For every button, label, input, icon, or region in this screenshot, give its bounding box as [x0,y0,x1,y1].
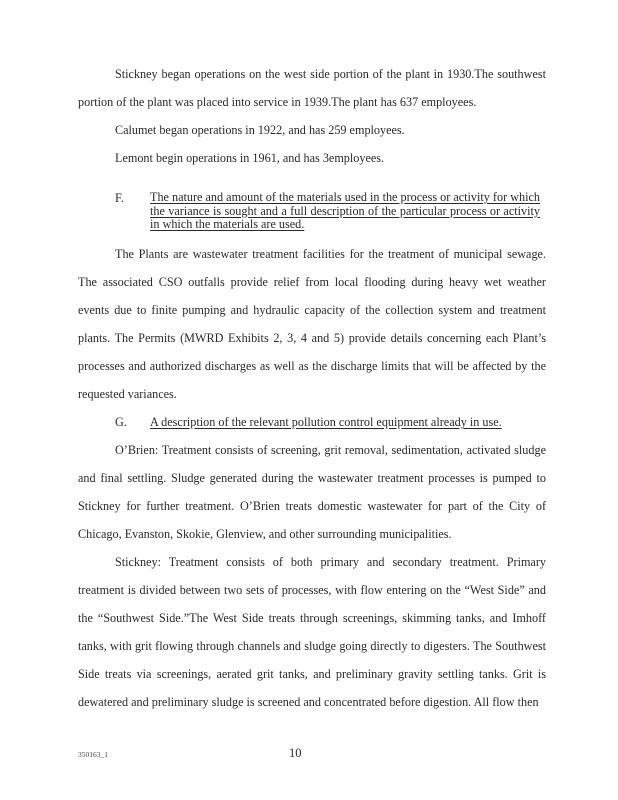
paragraph-stickney-operations: Stickney began operations on the west side portion of the plant in 1930.The southwest portion of the plant was placed into service in 1939.The plant has 637 employees. [78,67,546,109]
paragraph-plants: The Plants are wastewater treatment facilities for the treatment of municipal sewage. The associated CSO outfalls provide relief from local flooding during heavy wet weather events due to finite pumping and hydraulic capacity of the collection system and treatment plants. The Permits (MWRD Exhibits 2, 3, 4 and 5) provide details concerning each Plant’s processes and authorized discharges as well as the discharge limits that will be affected by the requested variances. [78,247,546,401]
paragraph-calumet: Calumet began operations in 1922, and has 259 employees. [115,123,405,137]
paragraph-obrien: O’Brien: Treatment consists of screening, grit removal, sedimentation, activated sludge and final settling. Sludge generated during the wastewater treatment processes is pumped to Stickney for further treatment. O’Brien treats domestic wastewater for part of the City of Chicago, Evanston, Skokie, Glenview, and other surrounding municipalities. [78,443,546,541]
section-f-letter: F. [115,191,124,205]
paragraph-lemont: Lemont begin operations in 1961, and has 3employees. [115,151,385,165]
section-g-title: A description of the relevant pollution control equipment already in use. [150,415,502,429]
section-f-title: The nature and amount of the materials used in the process or activity for which the variance is sought and a full description of the particular process or activity in which the materials are used. [150,190,540,231]
page-number: 10 [289,746,302,760]
section-g-letter: G. [115,415,127,429]
paragraph-stickney-treatment: Stickney: Treatment consists of both primary and secondary treatment. Primary treatment is divided between two sets of processes, with flow entering on the “West Side” and the “Southwest Side.”The West Side treats through screenings, skimming tanks, and Imhoff tanks, with grit flowing through channels and sludge going directly to digesters. The Southwest Side treats via screenings, aerated grit tanks, and preliminary gravity settling tanks. Grit is dewatered and preliminary sludge is screened and concentrated before digestion. All flow then [78,555,546,709]
document-id: 350163_1 [78,750,108,759]
